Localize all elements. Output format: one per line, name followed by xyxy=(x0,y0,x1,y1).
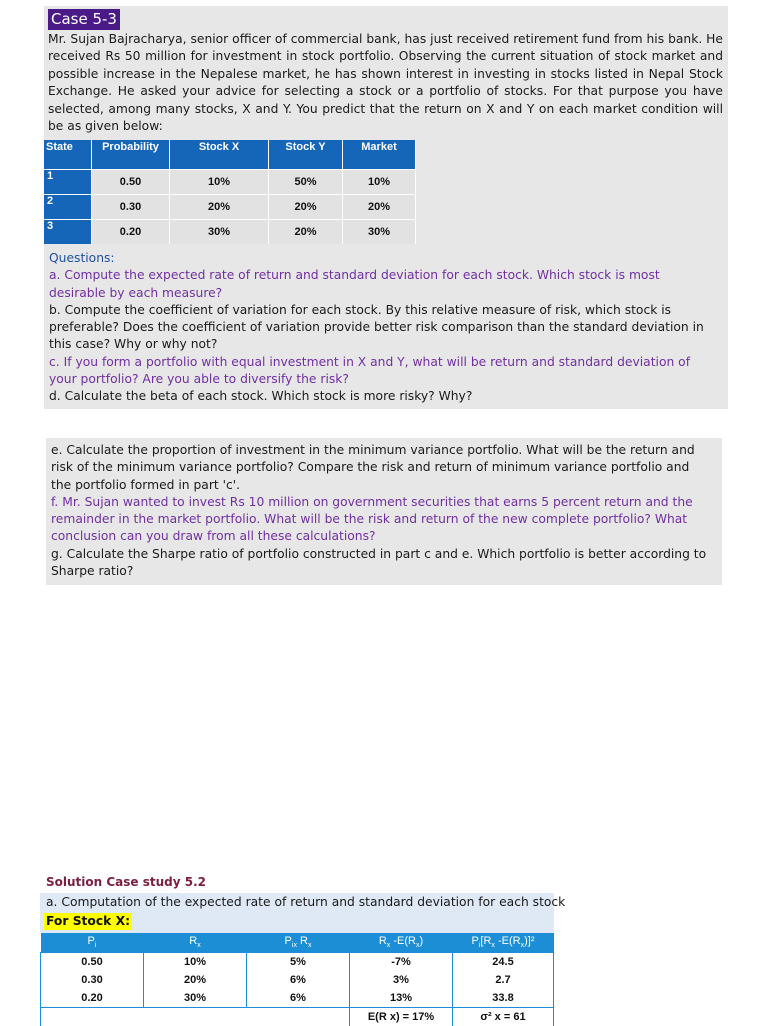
header-pix-rx: $P_{ix}$ $R_x$ xyxy=(247,933,350,953)
cell-market: 30% xyxy=(343,220,416,245)
cell-pix-rx: 6% xyxy=(247,989,350,1008)
cell-rx: 20% xyxy=(144,971,247,989)
cell-rx: 10% xyxy=(144,953,247,972)
table-row xyxy=(41,989,554,1008)
cell-pix-rx: 5% xyxy=(247,953,350,972)
table-row xyxy=(41,953,554,972)
cell-blank xyxy=(41,1008,144,1026)
solution-table xyxy=(40,933,554,1026)
header-deviation: $R_x$ $-E(R_x)$ xyxy=(350,933,453,953)
table-row xyxy=(44,195,416,220)
variance-total: σ² x = 61 xyxy=(453,1008,554,1026)
cell-stock-y: 20% xyxy=(269,195,343,220)
expected-return-total: E(R x) = 17% xyxy=(350,1008,453,1026)
cell-deviation: 13% xyxy=(350,989,453,1008)
cell-weighted-sq-dev: 24.5 xyxy=(453,953,554,972)
solution-table-header xyxy=(41,933,554,953)
cell-market: 10% xyxy=(343,170,416,195)
question-e: e. Calculate the proportion of investment in the minimum variance portfolio. What will be the return and risk of the minimum variance portfolio? Compare the risk and return of minimum variance portfolio and the portfolio formed in part 'c'. xyxy=(51,442,713,494)
cell-pi: 0.30 xyxy=(41,971,144,989)
cell-stock-x: 10% xyxy=(170,170,269,195)
solution-part-a: a. Computation of the expected rate of return and standard deviation for each stock xyxy=(46,895,565,909)
question-d: d. Calculate the beta of each stock. Which stock is more risky? Why? xyxy=(49,388,719,405)
header-probability: Probability xyxy=(92,140,170,170)
cell-deviation: 3% xyxy=(350,971,453,989)
totals-row xyxy=(41,1008,554,1026)
header-weighted-sq-dev: $P_i[R_x$ $-E(R_x)]^2$ xyxy=(453,933,554,953)
questions-section xyxy=(49,250,719,406)
cell-stock-x: 30% xyxy=(170,220,269,245)
question-a: a. Compute the expected rate of return and standard deviation for each stock. Which stock is most desirable by each measure? xyxy=(49,267,719,302)
cell-stock-y: 20% xyxy=(269,220,343,245)
table-row xyxy=(41,971,554,989)
cell-pix-rx: 6% xyxy=(247,971,350,989)
table-row xyxy=(44,220,416,245)
cell-stock-y: 50% xyxy=(269,170,343,195)
header-state: State xyxy=(44,140,92,170)
question-c: c. If you form a portfolio with equal investment in X and Y, what will be return and standard deviation of your portfolio? Are you able to diversify the risk? xyxy=(49,354,719,389)
header-rx: $R_x$ xyxy=(144,933,247,953)
cell-market: 20% xyxy=(343,195,416,220)
stock-x-label: For Stock X: xyxy=(44,913,132,930)
cell-weighted-sq-dev: 2.7 xyxy=(453,971,554,989)
question-f: f. Mr. Sujan wanted to invest Rs 10 million on government securities that earns 5 percent return and the remainder in the market portfolio. What will be the risk and return of the new complete portfolio? What conclusion can you draw from all these calculations? xyxy=(51,494,713,546)
cell-blank xyxy=(144,1008,247,1026)
header-stock-y: Stock Y xyxy=(269,140,343,170)
header-pi: $P_i$ xyxy=(41,933,144,953)
cell-rx: 30% xyxy=(144,989,247,1008)
questions-section-2 xyxy=(51,442,713,580)
cell-probability: 0.50 xyxy=(92,170,170,195)
table-row xyxy=(44,170,416,195)
cell-weighted-sq-dev: 33.8 xyxy=(453,989,554,1008)
cell-probability: 0.30 xyxy=(92,195,170,220)
case-intro: Mr. Sujan Bajracharya, senior officer of commercial bank, has just received retirement fund from his bank. He received Rs 50 million for investment in stock portfolio. Observing the current situation of stock market and possible increase in the Nepalese market, he has shown interest in investing in stocks listed in Nepal Stock Exchange. He asked your advice for selecting a stock or a portfolio of stocks. For that purpose you have selected, among many stocks, X and Y. You predict that the return on X and Y on each market condition will be as given below: xyxy=(48,31,723,135)
cell-blank xyxy=(247,1008,350,1026)
cell-stock-x: 20% xyxy=(170,195,269,220)
cell-pi: 0.20 xyxy=(41,989,144,1008)
returns-table xyxy=(44,140,416,244)
questions-heading: Questions: xyxy=(49,250,719,267)
cell-state: 3 xyxy=(44,220,92,245)
returns-table-header xyxy=(44,140,416,170)
question-g: g. Calculate the Sharpe ratio of portfolio constructed in part c and e. Which portfolio is better according to Sharpe ratio? xyxy=(51,546,713,581)
question-b: b. Compute the coefficient of variation for each stock. By this relative measure of risk, which stock is preferable? Does the coefficient of variation provide better risk comparison than the standard deviation in this case? Why or why not? xyxy=(49,302,719,354)
cell-state: 2 xyxy=(44,195,92,220)
solution-title: Solution Case study 5.2 xyxy=(46,875,206,889)
cell-probability: 0.20 xyxy=(92,220,170,245)
header-stock-x: Stock X xyxy=(170,140,269,170)
case-title: Case 5-3 xyxy=(48,9,120,30)
header-market: Market xyxy=(343,140,416,170)
cell-deviation: -7% xyxy=(350,953,453,972)
cell-pi: 0.50 xyxy=(41,953,144,972)
cell-state: 1 xyxy=(44,170,92,195)
